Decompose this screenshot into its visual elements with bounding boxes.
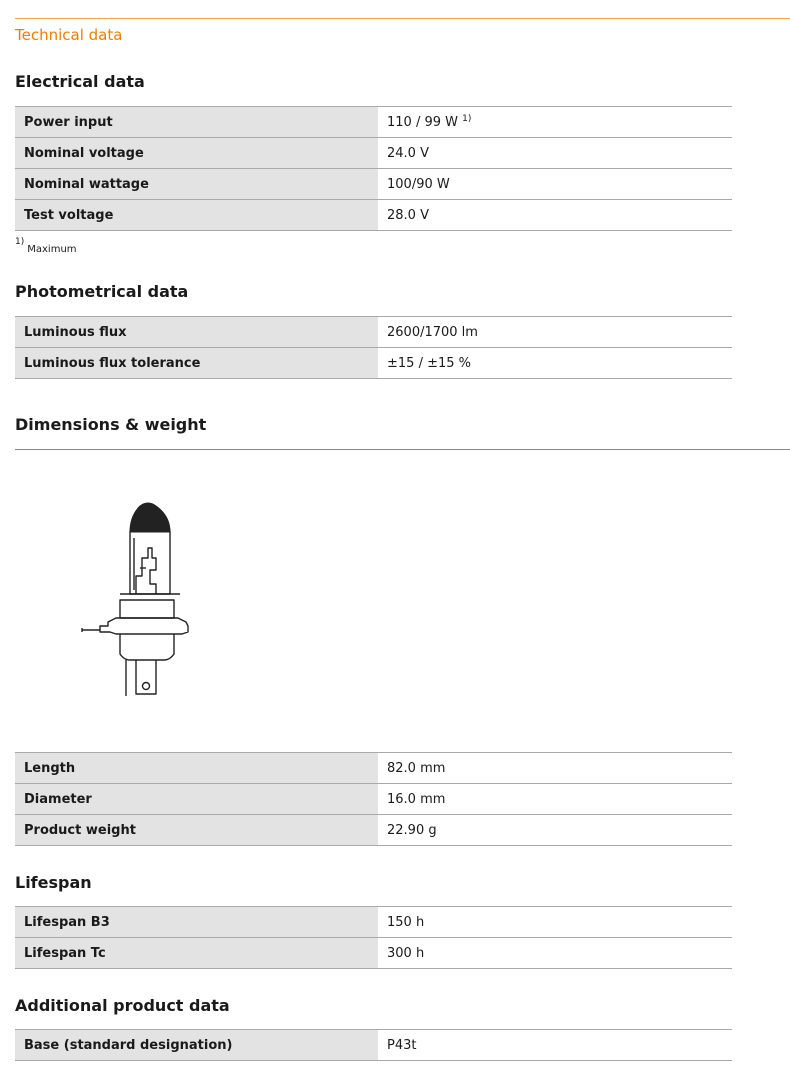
row-label: Lifespan Tc [15, 938, 378, 969]
row-value: 22.90 g [378, 815, 732, 846]
row-label: Nominal wattage [15, 169, 378, 200]
electrical-table [15, 106, 732, 231]
row-value: 82.0 mm [378, 753, 732, 784]
section-title-additional: Additional product data [15, 996, 230, 1015]
row-value [378, 107, 732, 138]
table-row [15, 1030, 732, 1061]
row-value: 28.0 V [378, 200, 732, 231]
additional-table [15, 1029, 732, 1061]
table-row [15, 200, 732, 231]
table-row [15, 107, 732, 138]
section-title-dimensions: Dimensions & weight [15, 415, 207, 434]
section-title-lifespan: Lifespan [15, 873, 92, 892]
row-value: 16.0 mm [378, 784, 732, 815]
row-label: Lifespan B3 [15, 907, 378, 938]
power-input-value: 110 / 99 W [387, 114, 458, 130]
section-title-photometrical: Photometrical data [15, 282, 189, 301]
dimensions-table [15, 752, 732, 846]
row-label: Power input [15, 107, 378, 138]
row-label: Length [15, 753, 378, 784]
footnote [15, 237, 77, 255]
row-value: 2600/1700 lm [378, 317, 732, 348]
photometrical-table [15, 316, 732, 379]
footnote-marker: 1) [15, 237, 25, 247]
row-value: 300 h [378, 938, 732, 969]
row-value: ±15 / ±15 % [378, 348, 732, 379]
halogen-lamp-drawing-icon [78, 498, 198, 700]
row-value: 100/90 W [378, 169, 732, 200]
row-label: Nominal voltage [15, 138, 378, 169]
table-row [15, 907, 732, 938]
row-value: 24.0 V [378, 138, 732, 169]
table-row [15, 317, 732, 348]
row-value: 150 h [378, 907, 732, 938]
table-row [15, 784, 732, 815]
table-row [15, 169, 732, 200]
row-label: Luminous flux tolerance [15, 348, 378, 379]
table-row [15, 138, 732, 169]
row-label: Product weight [15, 815, 378, 846]
row-label: Base (standard designation) [15, 1030, 378, 1061]
section-title-electrical: Electrical data [15, 72, 145, 91]
top-divider [15, 18, 790, 19]
row-label: Luminous flux [15, 317, 378, 348]
dimensions-divider [15, 449, 790, 450]
table-row [15, 348, 732, 379]
table-row [15, 815, 732, 846]
lifespan-table [15, 906, 732, 969]
footnote-marker: 1) [462, 113, 472, 124]
footnote-text: Maximum [27, 244, 77, 255]
table-row [15, 938, 732, 969]
page-heading: Technical data [15, 26, 123, 44]
row-label: Diameter [15, 784, 378, 815]
row-label: Test voltage [15, 200, 378, 231]
row-value: P43t [378, 1030, 732, 1061]
table-row [15, 753, 732, 784]
